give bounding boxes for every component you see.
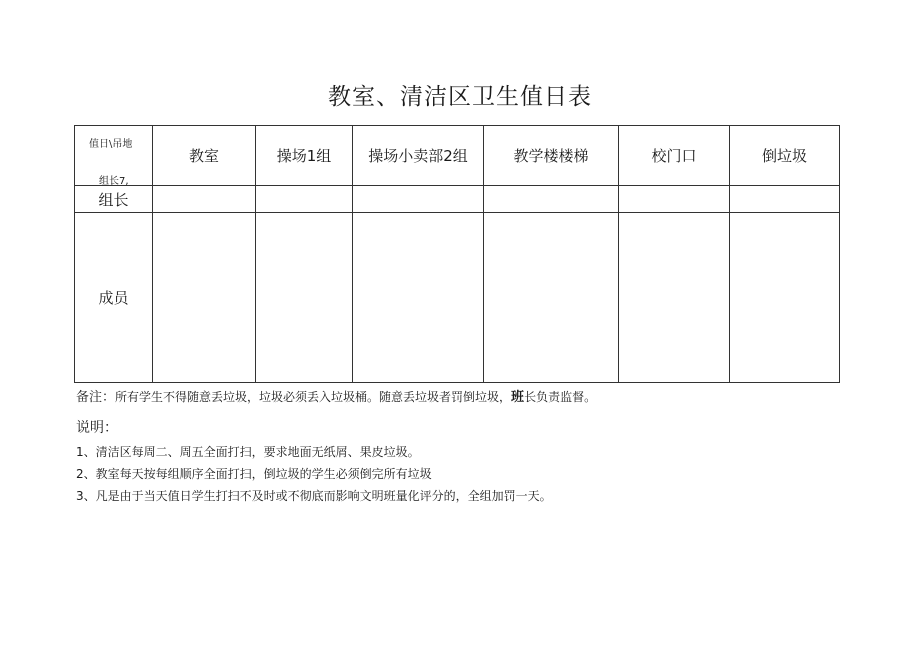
row-label-leader: 组长 (75, 186, 153, 213)
column-header-playground-shop-group2: 操场小卖部2组 (353, 126, 484, 186)
note-label: 备注 (76, 390, 103, 405)
table-cell (353, 213, 484, 383)
column-header-stairs: 教学楼楼梯 (484, 126, 619, 186)
table-cell (353, 186, 484, 213)
table-cell (153, 213, 256, 383)
column-header-classroom: 教室 (153, 126, 256, 186)
corner-cell (75, 126, 153, 186)
list-item-text: 凡是由于当天值日学生打扫不及时或不彻底而影响文明班量化评分的，全组加罚一天。 (95, 489, 552, 503)
list-item (76, 485, 552, 507)
column-header-school-gate: 校门口 (619, 126, 730, 186)
column-header-playground-group1: 操场1组 (256, 126, 353, 186)
note-line (76, 386, 596, 405)
note-text-after: 长负责监督。 (524, 390, 597, 404)
table-cell (619, 186, 730, 213)
list-item (76, 463, 552, 485)
table-cell (256, 186, 353, 213)
table-row-leader (75, 186, 840, 213)
note-emphasis: 班 (511, 390, 525, 405)
page-title: 教室、清洁区卫生值日表 (328, 84, 592, 110)
list-item-text: 教室每天按每组顺序全面打扫，倒垃圾的学生必须倒完所有垃圾 (95, 467, 432, 481)
table-cell (730, 213, 840, 383)
list-item-text: 清洁区每周二、周五全面打扫，要求地面无纸屑、果皮垃圾。 (95, 445, 420, 459)
note-colon: ： (102, 390, 116, 405)
table-row-members (75, 213, 840, 383)
list-item-number: 2、 (76, 467, 96, 481)
list-item-number: 3、 (76, 489, 96, 503)
corner-top-label: 值日\吊地 (89, 139, 133, 150)
table-cell (730, 186, 840, 213)
table-cell (619, 213, 730, 383)
list-item-number: 1、 (76, 445, 96, 459)
row-label-members: 成员 (75, 213, 153, 383)
table-cell (484, 186, 619, 213)
explain-title: 说明： (76, 420, 118, 436)
duty-table (74, 125, 840, 383)
column-header-trash: 倒垃圾 (730, 126, 840, 186)
table-cell (256, 213, 353, 383)
table-cell (153, 186, 256, 213)
note-text-before: 所有学生不得随意丢垃圾，垃圾必须丢入垃圾桶。随意丢垃圾者罚倒垃圾， (115, 390, 512, 404)
table-cell (484, 213, 619, 383)
corner-bottom-label: 组长7, (99, 176, 129, 187)
explain-list (76, 441, 552, 507)
list-item (76, 441, 552, 463)
header-row (75, 126, 840, 186)
